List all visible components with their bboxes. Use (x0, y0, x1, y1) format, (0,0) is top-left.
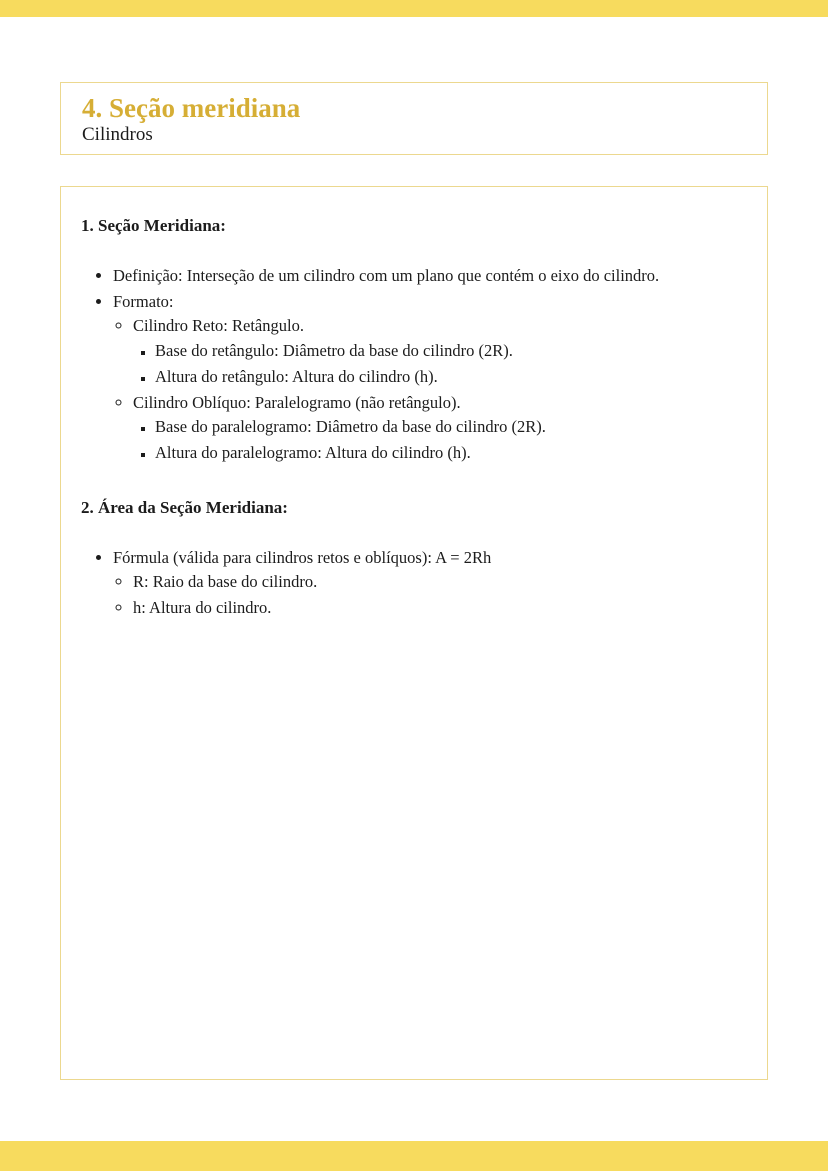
formato-sublist (113, 314, 747, 466)
list-item-reto-altura: ▪ Altura do retângulo: Altura do cilindro (h). (155, 365, 747, 390)
list-item-cilindro-reto-text: Cilindro Reto: Retângulo. (133, 316, 304, 336)
section2-list (81, 546, 747, 621)
list-item-formato (113, 290, 747, 466)
formula-sublist (113, 570, 747, 621)
section-heading-1: 1. Seção Meridiana: (81, 216, 226, 235)
bottom-accent-bar (0, 1141, 828, 1171)
section-heading-2: 2. Área da Seção Meridiana: (81, 497, 288, 517)
list-item-formula (113, 546, 747, 621)
list-item-formula-text: Fórmula (válida para cilindros retos e oblíquos): A = 2Rh (113, 547, 492, 567)
header-box (60, 82, 768, 155)
content-box (60, 186, 768, 1080)
list-item-obliquo-base: ▪ Base do paralelogramo: Diâmetro da base do cilindro (2R). (155, 415, 747, 440)
page-title: 4. Seção meridiana (82, 93, 301, 123)
list-item-reto-base: ▪ Base do retângulo: Diâmetro da base do cilindro (2R). (155, 339, 747, 364)
list-item-cilindro-obliquo-text: Cilindro Oblíquo: Paralelogramo (não retângulo). (133, 392, 461, 412)
list-item-cilindro-reto (133, 314, 747, 389)
obliquo-sublist (133, 415, 747, 466)
list-item-definicao: • Definição: Interseção de um cilindro com um plano que contém o eixo do cilindro. (113, 264, 747, 289)
list-item-obliquo-altura: ▪ Altura do paralelogramo: Altura do cilindro (h). (155, 441, 747, 466)
reto-sublist (133, 339, 747, 390)
section1-list (81, 264, 747, 466)
list-item-cilindro-obliquo (133, 391, 747, 466)
list-item-raio: ◦ R: Raio da base do cilindro. (133, 570, 747, 595)
top-accent-bar (0, 0, 828, 17)
page-subtitle: Cilindros (82, 124, 153, 146)
list-item-formato-text: Formato: (113, 291, 174, 311)
list-item-altura: ◦ h: Altura do cilindro. (133, 596, 747, 621)
